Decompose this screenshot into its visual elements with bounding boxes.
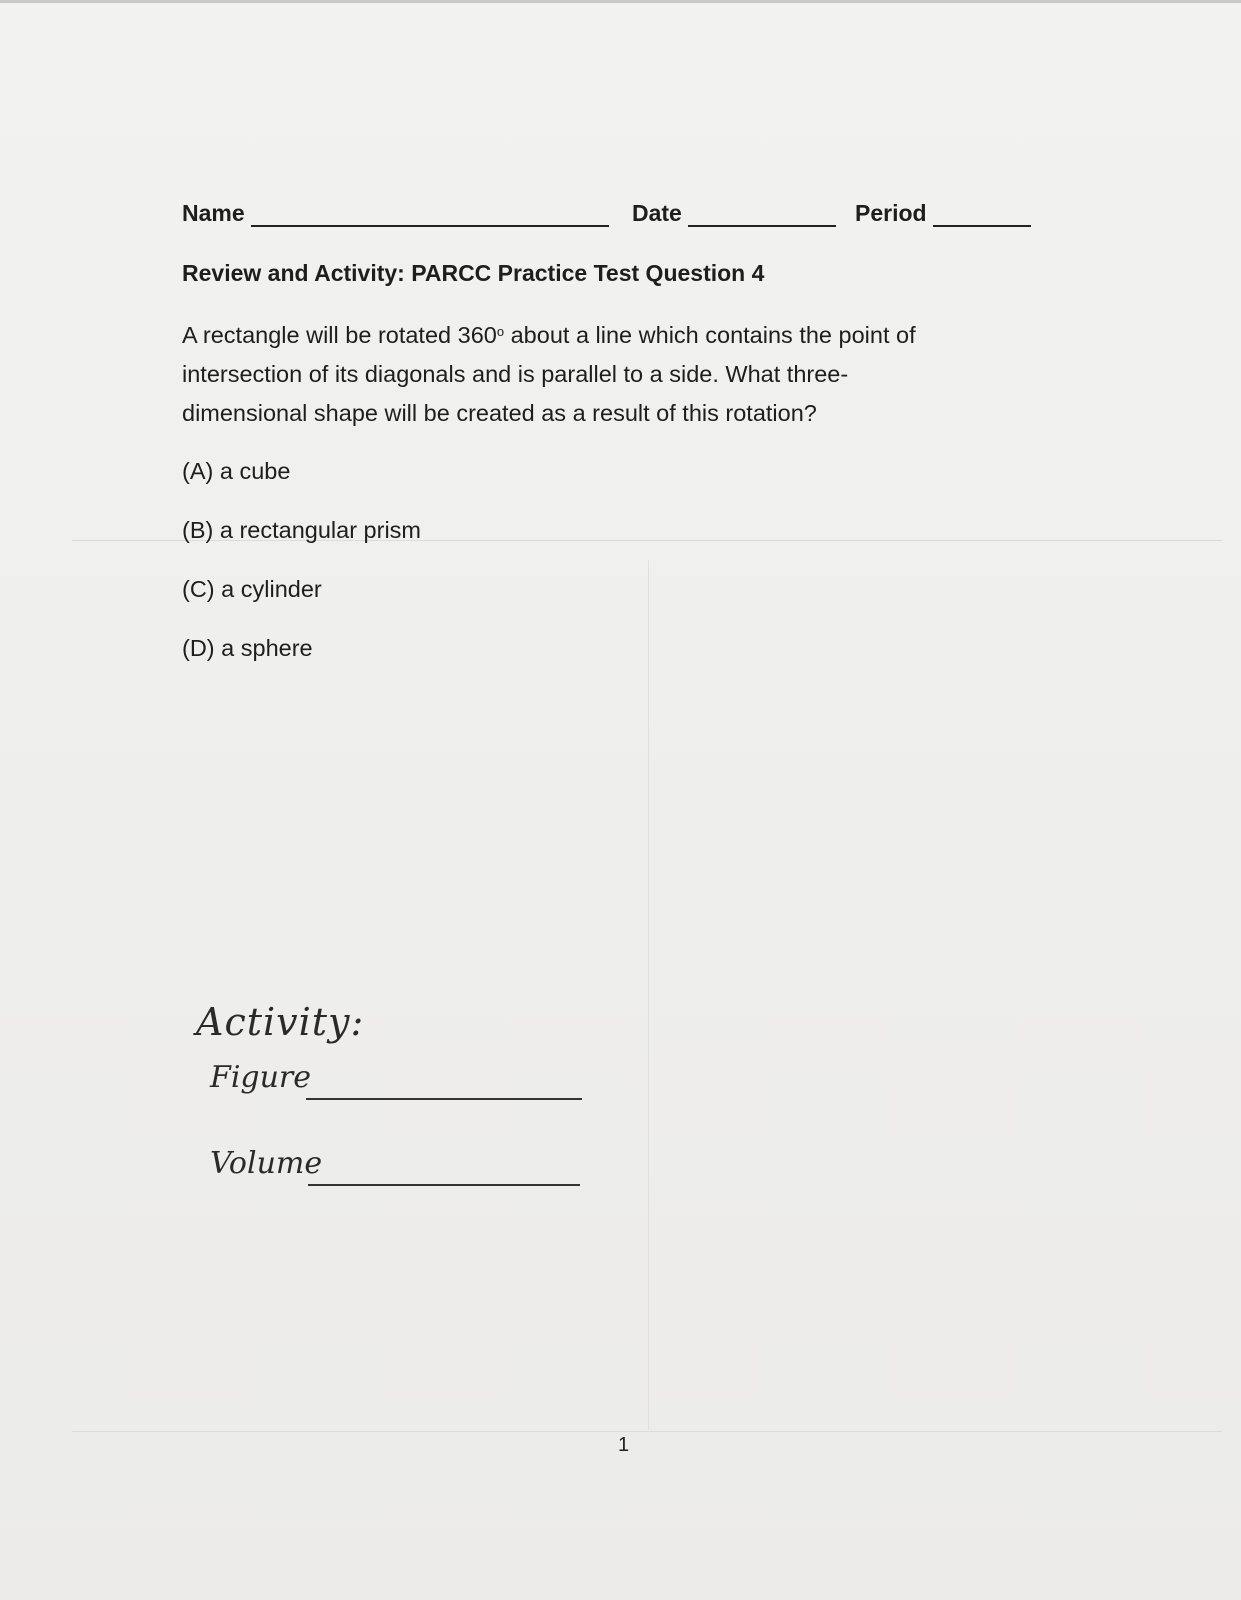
activity-heading: Activity: xyxy=(196,1000,365,1044)
scan-top-edge xyxy=(0,0,1241,3)
date-field xyxy=(632,200,836,227)
figure-blank[interactable] xyxy=(306,1098,582,1100)
choice-c[interactable]: (C) a cylinder xyxy=(182,576,322,602)
date-label: Date xyxy=(632,200,682,226)
name-label: Name xyxy=(182,200,245,226)
choice-d[interactable]: (D) a sphere xyxy=(182,635,313,661)
header-fields xyxy=(182,200,1042,234)
name-blank[interactable] xyxy=(251,205,609,227)
question-text xyxy=(182,316,1032,433)
question-line3: dimensional shape will be created as a result of this rotation? xyxy=(182,400,817,426)
volume-blank[interactable] xyxy=(308,1184,580,1186)
bleed-through-box xyxy=(72,540,1222,1432)
choice-a[interactable]: (A) a cube xyxy=(182,458,291,484)
page-number: 1 xyxy=(618,1434,630,1456)
period-field xyxy=(855,200,1031,227)
worksheet-title: Review and Activity: PARCC Practice Test Question 4 xyxy=(182,260,765,286)
period-label: Period xyxy=(855,200,927,226)
question-line2: intersection of its diagonals and is parallel to a side. What three- xyxy=(182,361,849,387)
date-blank[interactable] xyxy=(688,205,836,227)
degree-mark: o xyxy=(496,324,505,339)
choice-b[interactable]: (B) a rectangular prism xyxy=(182,517,421,543)
question-line1-after: about a line which contains the point of xyxy=(504,322,916,348)
question-line1-before: A rectangle will be rotated 360 xyxy=(182,322,497,348)
figure-label: Figure xyxy=(210,1060,312,1095)
bleed-through-line xyxy=(648,560,649,1430)
volume-label: Volume xyxy=(210,1146,323,1181)
name-field xyxy=(182,200,609,227)
period-blank[interactable] xyxy=(933,205,1031,227)
